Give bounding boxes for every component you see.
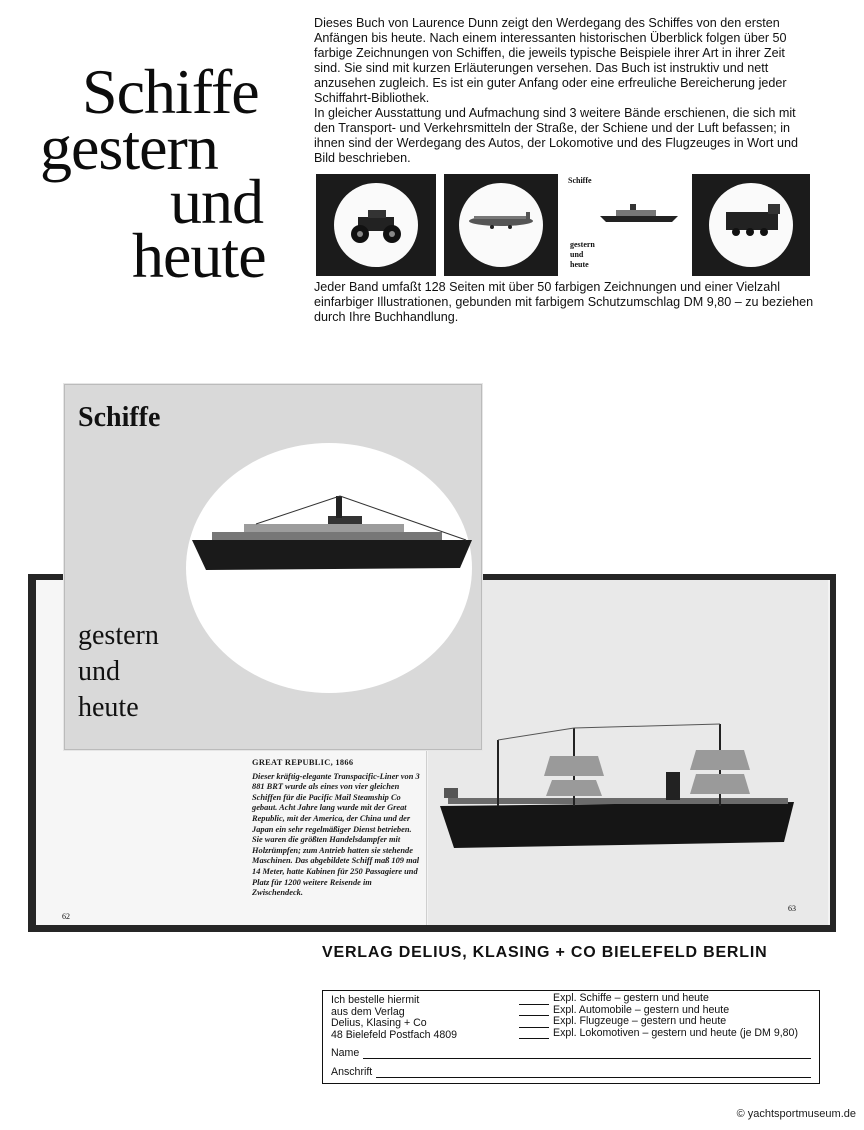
order-option-label: Expl. Flugzeuge – gestern und heute	[553, 1015, 727, 1027]
thumbnail-ship-title: Schiffe	[568, 176, 592, 185]
sailing-steamer-illustration	[428, 580, 828, 925]
name-field[interactable]	[331, 1047, 811, 1059]
copyright-credit: © yachtsportmuseum.de	[736, 1108, 856, 1120]
quantity-blank-schiffe[interactable]	[519, 995, 549, 1005]
car-icon	[316, 174, 436, 276]
order-options	[519, 993, 798, 1039]
thumbnail-ship	[566, 174, 686, 276]
quantity-blank-automobile[interactable]	[519, 1006, 549, 1016]
book-right-page	[428, 580, 828, 925]
order-address-line: 48 Bielefeld Postfach 4809	[331, 1028, 458, 1041]
order-option-label: Expl. Schiffe – gestern und heute	[553, 992, 709, 1004]
cover-subtitle-2: und	[78, 656, 120, 687]
order-form	[322, 990, 820, 1084]
headline-line-4: heute	[132, 220, 266, 291]
page-number-left: 62	[62, 912, 70, 921]
thumbnail-ship-sub-1: gestern	[570, 240, 595, 249]
order-address-line: Delius, Klasing + Co	[331, 1017, 427, 1029]
description-paragraph-2: In gleicher Ausstattung und Aufmachung sind 3 weitere Bände erschienen, die sich mit den Transport- und Verkehrsmitteln der Straße, der Schiene und der Luft befassen; in ihnen sind der Werdegang des Autos, der Lokomotive und des Flugzeuges in Wort und Bild beschrieben.	[314, 106, 798, 165]
thumbnail-ship-sub-3: heute	[570, 260, 589, 269]
order-address-line: Ich bestelle hiermit	[331, 994, 420, 1006]
name-label: Name	[331, 1047, 360, 1059]
thumbnail-locomotive	[692, 174, 810, 276]
order-option-lokomotiven	[519, 1028, 798, 1040]
cover-subtitle-1: gestern	[78, 620, 159, 651]
thumbnail-ship-sub-2: und	[570, 250, 584, 259]
headline-line-1: Schiffe	[82, 56, 259, 127]
quantity-blank-lokomotiven[interactable]	[519, 1029, 549, 1039]
order-option-label: Expl. Lokomotiven – gestern und heute (je DM 9,80)	[553, 1026, 798, 1039]
cover-title: Schiffe	[78, 402, 161, 433]
headline-line-2: gestern	[40, 112, 218, 183]
thumbnail-airplane	[444, 174, 558, 276]
description-paragraph-1: Dieses Buch von Laurence Dunn zeigt den Werdegang des Schiffes von den ersten Anfängen bis heute. Nach einem interessanten historischen Überblick folgen über 50 farbige Zeichnungen von Schiffen, die jeweils typische Beispiele ihrer Art in ihrer Zeit sind. Sie sind mit kurzen Erläuterungen versehen. Das Buch ist instruktiv und nett anzusehen zugleich. Es ist ein guter Anfang oder eine erfreuliche Bereicherung jeder Schiffahrt-Bibliothek.	[314, 16, 787, 105]
address-line[interactable]	[376, 1068, 811, 1078]
motor-ship-illustration	[186, 488, 476, 578]
airplane-icon	[444, 174, 558, 276]
order-option-schiffe	[519, 993, 798, 1005]
caption	[252, 758, 424, 899]
address-field[interactable]	[331, 1066, 811, 1078]
thumbnail-car	[316, 174, 436, 276]
order-option-flugzeuge	[519, 1016, 798, 1028]
locomotive-icon	[692, 174, 810, 276]
order-address-line: aus dem Verlag	[331, 1005, 405, 1018]
name-line[interactable]	[363, 1049, 811, 1059]
order-address	[331, 995, 457, 1041]
address-label: Anschrift	[331, 1066, 373, 1078]
publisher: VERLAG DELIUS, KLASING + CO BIELEFELD BERLIN	[322, 944, 768, 961]
tagline: Jeder Band umfaßt 128 Seiten mit über 50 farbigen Zeichnungen und einer Vielzahl einfarbiger Illustrationen, gebunden mit farbigem Schutzumschlag DM 9,80 – zu beziehen durch Ihre Buchhandlung.	[314, 280, 814, 324]
headline	[30, 56, 300, 291]
description	[314, 16, 814, 166]
caption-title: GREAT REPUBLIC, 1866	[252, 758, 354, 767]
headline-line-3: und	[170, 166, 263, 237]
page-number-right: 63	[788, 904, 796, 913]
cover-subtitle-3: heute	[78, 692, 139, 723]
order-option-label: Expl. Automobile – gestern und heute	[553, 1003, 730, 1016]
quantity-blank-flugzeuge[interactable]	[519, 1018, 549, 1028]
caption-text: Dieser kräftig-elegante Transpacific-Liner von 3 881 BRT wurde als eines von vier gleichen Schiffen für die Pacific Mail Steamship Co gebaut. Acht Jahre lang wurde mit der Great Republic, mit der America, der China und der Japan ein sehr regelmäßiger Dienst betrieben. Sie waren die größten Handelsdampfer mit Holzrümpfen; zum Antrieb hatten sie stehende Maschinen. Das abgebildete Schiff maß 109 mal 14 Meter, hatte Kabinen für 250 Passagiere und Platz für 1200 weitere Reisende im Zwischendeck.	[252, 771, 420, 898]
